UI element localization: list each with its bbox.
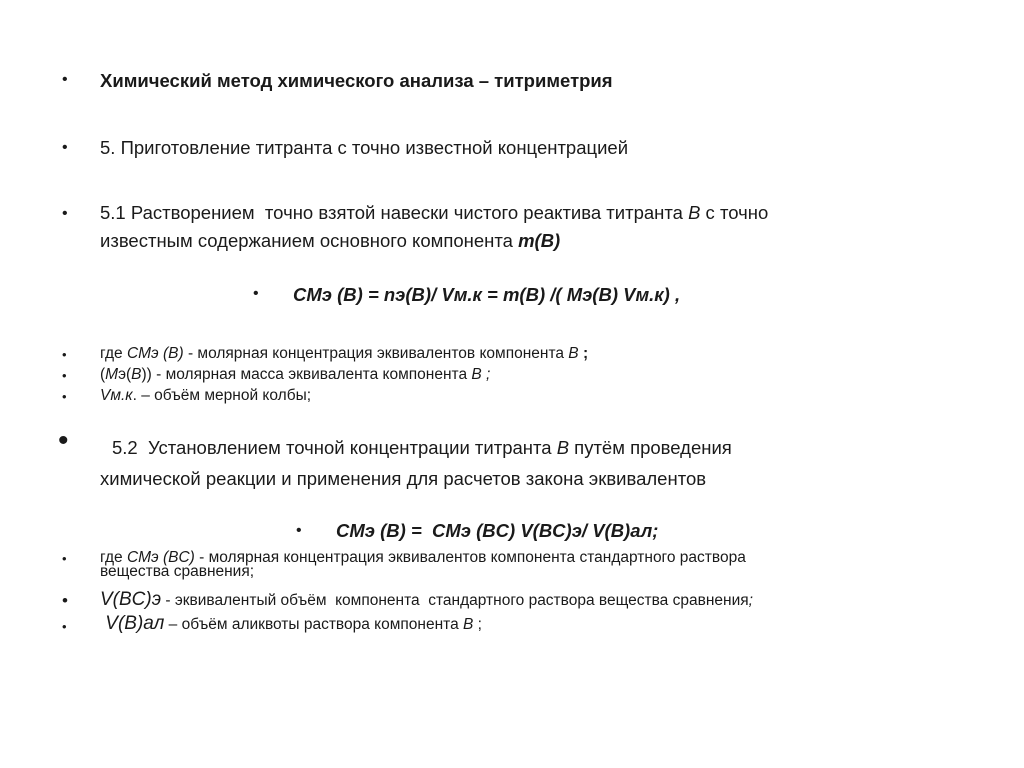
titrant-symbol: В [556, 437, 570, 458]
def-symbol-b: B [463, 616, 474, 633]
def-symbol: Vм.к [100, 387, 133, 404]
section-5-text: 5. Приготовление титранта с точно известной концентрацией [100, 137, 629, 158]
section-5-1-a: 5.1 Растворением точно взятой навески чистого реактива титранта [100, 202, 689, 223]
bullet-icon: • [62, 368, 67, 383]
def-text: . – объём мерной колбы; [132, 387, 312, 404]
def-text: - эквивалентый объём компонента стандартного раствора вещества сравнения [161, 592, 749, 609]
def-text: - молярная концентрация эквивалентов компонента стандартного раствора [194, 549, 746, 566]
def-text: – объём аликвоты раствора компонента [164, 616, 463, 633]
def-text: - молярная концентрация эквивалентов компонента [183, 345, 569, 362]
def-text: )) - молярная масса эквивалента компонента [141, 366, 472, 383]
bullet-icon: • [62, 71, 68, 88]
def-symbol: V(BC)э [100, 589, 162, 610]
bullet-icon: • [62, 139, 68, 156]
section-5-1-line-2 [100, 227, 560, 255]
bullet-icon: • [62, 347, 67, 362]
bullet-icon: • [62, 551, 67, 566]
section-5-1-c: с точно [700, 202, 769, 223]
definition-v-bc [100, 591, 753, 610]
bullet-icon: • [296, 522, 302, 539]
def-mid: э( [118, 366, 132, 383]
section-5-2-line-1 [112, 434, 732, 462]
def-symbol-end: B ; [471, 366, 491, 383]
definition-cm-bc-line-2: вещества сравнения; [100, 563, 255, 580]
bullet-icon: • [62, 389, 67, 404]
def-symbol: CMэ (BC) [126, 549, 195, 566]
definition-cm [100, 345, 588, 363]
section-5-2-a: 5.2 Установлением точной концентрации титранта [112, 437, 557, 458]
def-symbol-b: B [568, 345, 579, 362]
def-prefix: где [100, 345, 127, 362]
bullet-icon: • [62, 205, 68, 222]
bullet-icon: • [253, 285, 259, 302]
mass-symbol: m(B) [518, 230, 561, 251]
formula-2: CMэ (B) = CMэ (BC) V(BC)э/ V(B)ал; [336, 520, 659, 541]
def-symbol: M [105, 366, 119, 383]
section-5-1-line2a: известным содержанием основного компонента [100, 230, 519, 251]
section-5-2-c: путём проведения [569, 437, 732, 458]
def-symbol: CMэ (B) [126, 345, 184, 362]
def-prefix: ( [100, 366, 106, 383]
slide-title: Химический метод химического анализа – титриметрия [100, 70, 613, 91]
def-prefix: где [100, 549, 127, 566]
def-symbol-b: B [131, 366, 142, 383]
definition-vmk [100, 387, 311, 405]
definition-me [100, 366, 490, 384]
titrant-symbol: В [688, 202, 701, 223]
section-5-2-line-2: химической реакции и применения для расчетов закона эквивалентов [100, 468, 707, 489]
bullet-icon: • [62, 619, 67, 634]
bullet-icon: • [62, 591, 68, 610]
definition-v-al [100, 615, 482, 634]
section-5-1-line-1 [100, 199, 768, 227]
formula-1: CMэ (B) = nэ(B)/ Vм.к = m(B) /( Mэ(B) Vм.к) , [293, 284, 681, 305]
def-end: ; [578, 345, 589, 362]
bullet-icon: • [58, 424, 69, 457]
def-end: ; [473, 616, 482, 633]
def-symbol: V(B)ал [100, 613, 165, 634]
def-end: ; [748, 592, 753, 609]
